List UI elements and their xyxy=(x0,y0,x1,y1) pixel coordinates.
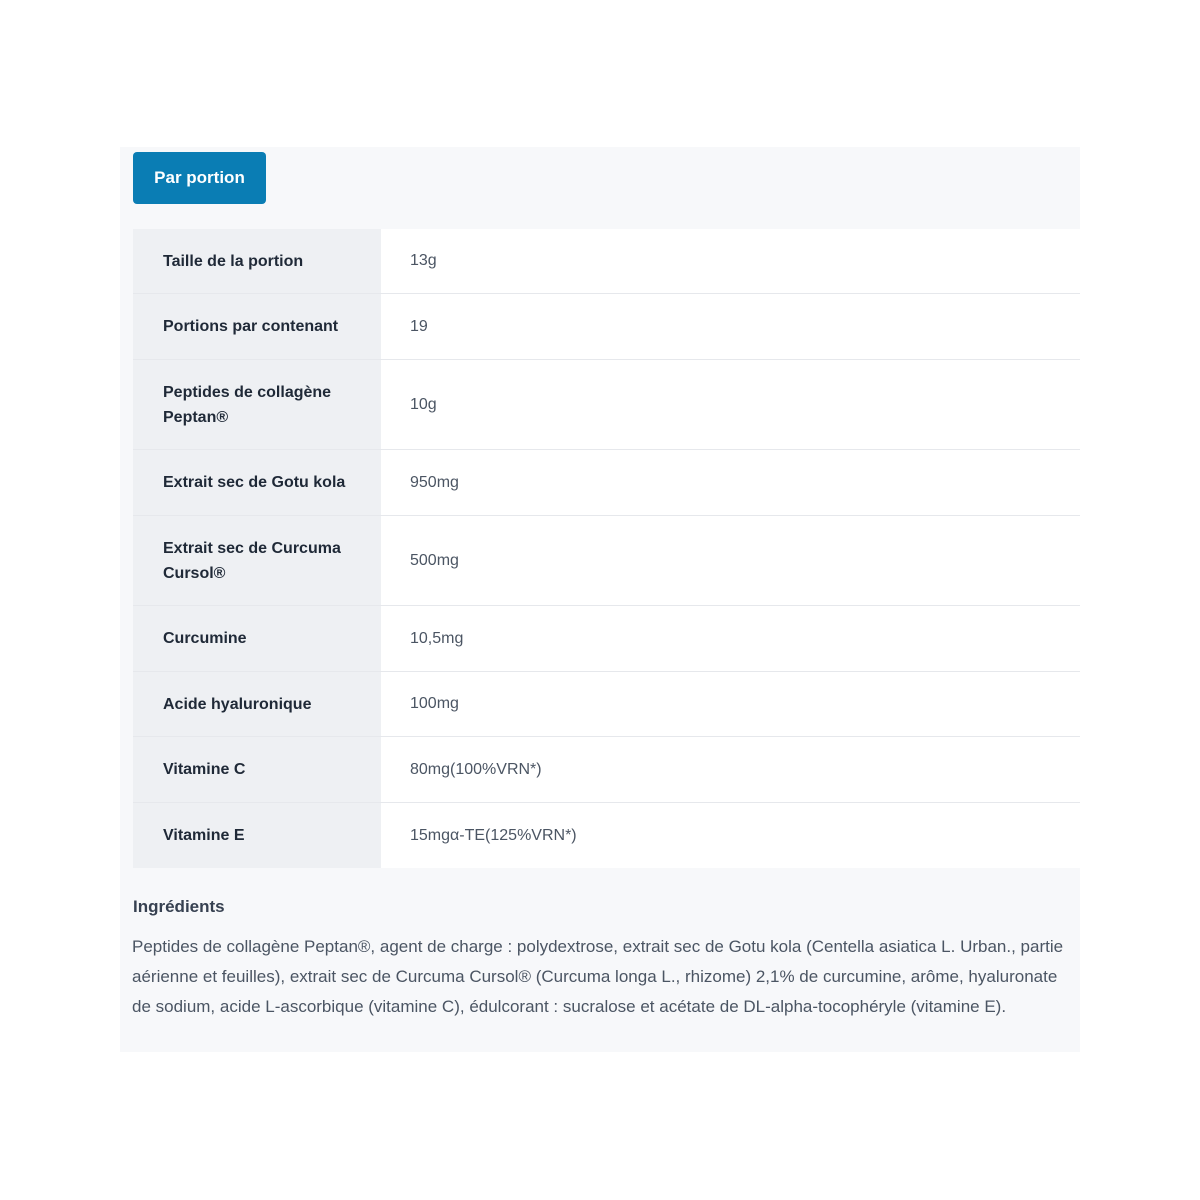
table-row xyxy=(133,450,1080,516)
row-value: 10,5mg xyxy=(381,606,1080,671)
table-row xyxy=(133,803,1080,868)
nutrition-table xyxy=(133,229,1080,868)
row-value: 10g xyxy=(381,360,1080,449)
tab-par-portion[interactable]: Par portion xyxy=(133,152,266,204)
row-label: Taille de la portion xyxy=(133,229,381,293)
row-value: 19 xyxy=(381,294,1080,359)
table-row xyxy=(133,516,1080,606)
table-row xyxy=(133,360,1080,450)
row-value: 13g xyxy=(381,229,1080,293)
ingredients-heading: Ingrédients xyxy=(133,897,225,916)
row-label: Extrait sec de Curcuma Cursol® xyxy=(133,516,381,605)
row-value: 950mg xyxy=(381,450,1080,515)
row-value: 100mg xyxy=(381,672,1080,736)
row-label: Vitamine C xyxy=(133,737,381,802)
row-label: Curcumine xyxy=(133,606,381,671)
row-label: Extrait sec de Gotu kola xyxy=(133,450,381,515)
row-value: 500mg xyxy=(381,516,1080,605)
table-row xyxy=(133,294,1080,360)
row-label: Vitamine E xyxy=(133,803,381,868)
row-label: Acide hyaluronique xyxy=(133,672,381,736)
row-label: Portions par contenant xyxy=(133,294,381,359)
ingredients-text: Peptides de collagène Peptan®, agent de charge : polydextrose, extrait sec de Gotu kola (Centella asiatica L. Urban., partie aérienne et feuilles), extrait sec de Curcuma Cursol® (Curcuma longa L., rhizome) 2,1% de curcumine, arôme, hyaluronate de sodium, acide L-ascorbique (vitamine C), édulcorant : sucralose et acétate de DL-alpha-tocophéryle (vitamine E). xyxy=(132,937,1064,1016)
table-row xyxy=(133,672,1080,737)
row-value: 15mgα-TE(125%VRN*) xyxy=(381,803,1080,868)
row-label: Peptides de collagène Peptan® xyxy=(133,360,381,449)
row-value: 80mg(100%VRN*) xyxy=(381,737,1080,802)
nutrition-panel xyxy=(120,147,1080,1052)
table-row xyxy=(133,737,1080,803)
table-row xyxy=(133,229,1080,294)
table-row xyxy=(133,606,1080,672)
